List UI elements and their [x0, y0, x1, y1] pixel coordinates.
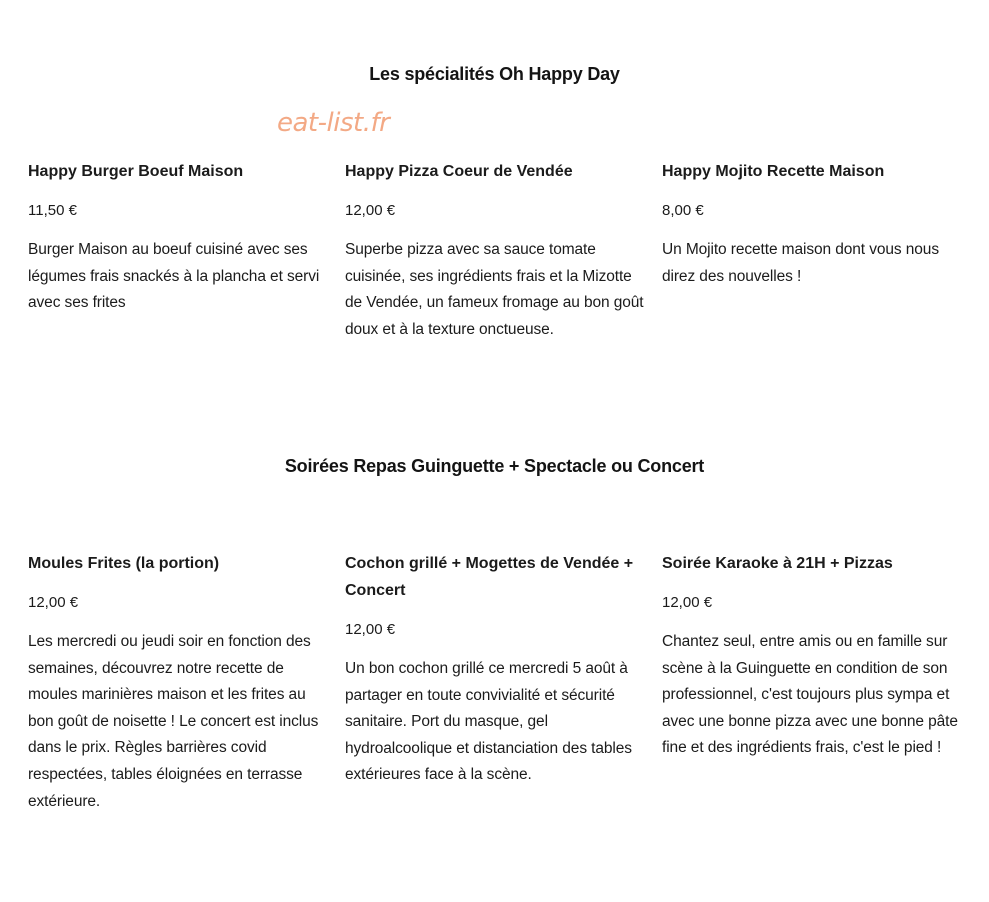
menu-item: [662, 158, 962, 343]
menu-item: [28, 550, 328, 815]
menu-item: [662, 550, 962, 815]
menu-grid-soirees: [28, 550, 962, 815]
menu-item-name: Happy Mojito Recette Maison: [662, 163, 885, 180]
watermark-text: eat-list.fr: [277, 108, 390, 138]
menu-item-description: Les mercredi ou jeudi soir en fonction des semaines, découvrez notre recette de moules marinières maison et les frites au bon goût de noisette ! Le concert est inclus dans le prix. Règles barrières covid respectées, tables éloignées en terrasse extérieure.: [28, 633, 319, 810]
section-title-soirees: Soirées Repas Guinguette + Spectacle ou Concert: [284, 456, 705, 476]
menu-item-name: Happy Pizza Coeur de Vendée: [345, 163, 573, 180]
menu-item-name: Moules Frites (la portion): [28, 555, 220, 572]
menu-item-name: Soirée Karaoke à 21H + Pizzas: [662, 555, 893, 572]
menu-item-price: 12,00 €: [345, 621, 396, 638]
menu-item-price: 12,00 €: [28, 594, 79, 611]
menu-item-name: Happy Burger Boeuf Maison: [28, 163, 244, 180]
section-title-specialites: Les spécialités Oh Happy Day: [369, 64, 620, 84]
menu-item-description: Un bon cochon grillé ce mercredi 5 août à partager en toute convivialité et sécurité sanitaire. Port du masque, gel hydroalcoolique et distanciation des tables extérieures face à la scène.: [345, 660, 632, 784]
menu-item-price: 12,00 €: [345, 202, 396, 219]
menu-item: [345, 550, 645, 815]
menu-item-description: Superbe pizza avec sa sauce tomate cuisinée, ses ingrédients frais et la Mizotte de Vendée, un fameux fromage au bon goût doux et à la texture onctueuse.: [345, 241, 644, 338]
menu-item-price: 11,50 €: [28, 202, 77, 219]
menu-item-description: Burger Maison au boeuf cuisiné avec ses légumes frais snackés à la plancha et servi avec ses frites: [28, 241, 320, 312]
menu-item-description: Un Mojito recette maison dont vous nous direz des nouvelles !: [662, 241, 939, 285]
menu-item-description: Chantez seul, entre amis ou en famille sur scène à la Guinguette en condition de son professionnel, c'est toujours plus sympa et avec une bonne pizza avec une bonne pâte fine et des ingrédients frais, c'est le pied !: [662, 633, 958, 757]
menu-item: [28, 158, 328, 343]
menu-item-name: Cochon grillé + Mogettes de Vendée + Concert: [345, 555, 634, 599]
menu-item-price: 12,00 €: [662, 594, 713, 611]
menu-item-price: 8,00 €: [662, 202, 704, 219]
menu-item: [345, 158, 645, 343]
menu-grid-specialites: [28, 158, 962, 343]
